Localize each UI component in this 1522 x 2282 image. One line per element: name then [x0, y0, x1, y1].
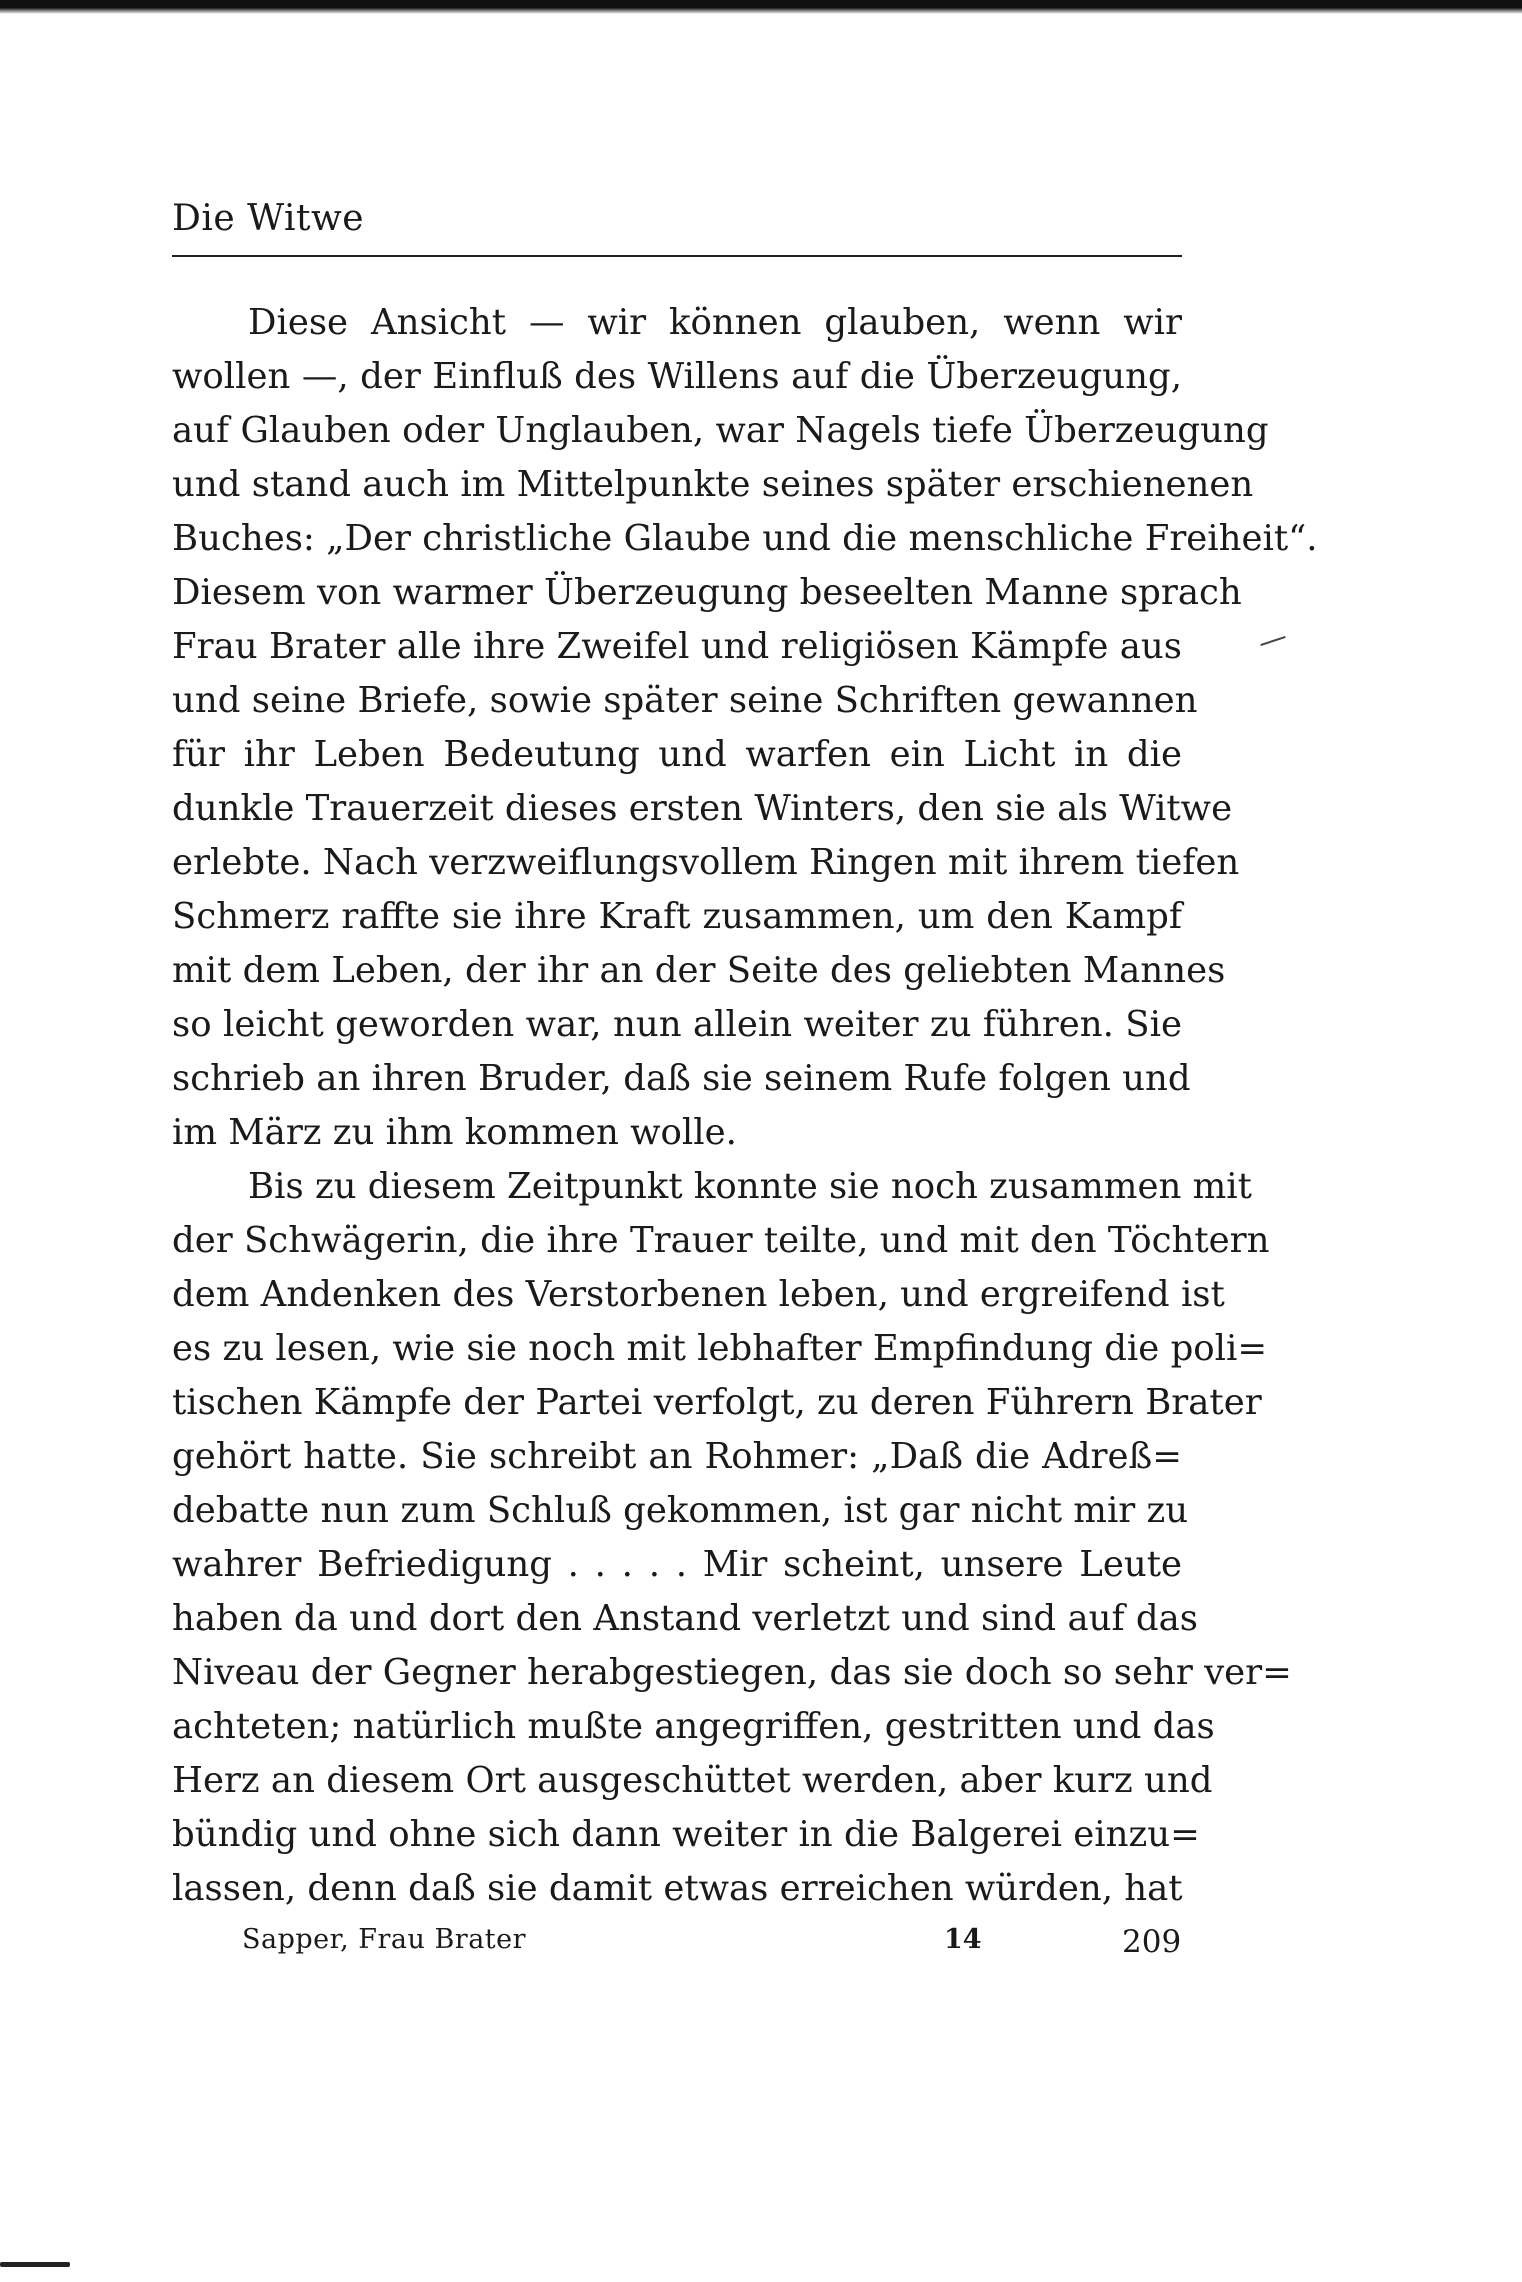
- text-line: lassen, denn daß sie damit etwas erreichen würden, hat: [172, 1868, 1183, 1909]
- text-line: mit dem Leben, der ihr an der Seite des geliebten Mannes: [172, 950, 1226, 991]
- page-number: 209: [1122, 1924, 1182, 1960]
- text-line: der Schwägerin, die ihre Trauer teilte, und mit den Töchtern: [172, 1220, 1270, 1261]
- scan-edge-top: [0, 0, 1522, 14]
- text-line: Buches: „Der christliche Glaube und die menschliche Freiheit“.: [172, 518, 1318, 559]
- text-line: im März zu ihm kommen wolle.: [172, 1112, 737, 1153]
- text-line: haben da und dort den Anstand verletzt und sind auf das: [172, 1598, 1198, 1639]
- text-line: Schmerz raffte sie ihre Kraft zusammen, um den Kampf: [172, 896, 1182, 937]
- footer-signature-mark: 14: [944, 1924, 982, 1955]
- text-line: und seine Briefe, sowie später seine Schriften gewannen: [172, 680, 1198, 721]
- running-head: Die Witwe: [172, 198, 365, 239]
- text-line: Niveau der Gegner herabgestiegen, das sie doch so sehr ver=: [172, 1652, 1292, 1693]
- text-line: und stand auch im Mittelpunkte seines später erschienenen: [172, 464, 1254, 505]
- body-text: [172, 296, 1318, 1916]
- margin-pencil-mark: [1260, 636, 1285, 646]
- text-line: achteten; natürlich mußte angegriffen, gestritten und das: [172, 1706, 1215, 1747]
- text-line: Frau Brater alle ihre Zweifel und religiösen Kämpfe aus: [172, 626, 1182, 667]
- scan-edge-bottom: [0, 2262, 70, 2267]
- text-line: Herz an diesem Ort ausgeschüttet werden, aber kurz und: [172, 1760, 1213, 1801]
- text-line: erlebte. Nach verzweiflungsvollem Ringen mit ihrem tiefen: [172, 842, 1240, 883]
- text-line: Bis zu diesem Zeitpunkt konnte sie noch zusammen mit: [248, 1166, 1252, 1207]
- text-line: auf Glauben oder Unglauben, war Nagels tiefe Überzeugung: [172, 410, 1269, 451]
- text-line: Diesem von warmer Überzeugung beseelten Manne sprach: [172, 572, 1242, 613]
- text-line: tischen Kämpfe der Partei verfolgt, zu deren Führern Brater: [172, 1382, 1262, 1423]
- text-line: wollen —, der Einfluß des Willens auf die Überzeugung,: [172, 356, 1182, 397]
- text-line: gehört hatte. Sie schreibt an Rohmer: „Daß die Adreß=: [172, 1436, 1182, 1477]
- text-line: dunkle Trauerzeit dieses ersten Winters, den sie als Witwe: [172, 788, 1233, 829]
- text-line: bündig und ohne sich dann weiter in die Balgerei einzu=: [172, 1814, 1200, 1855]
- text-line: debatte nun zum Schluß gekommen, ist gar nicht mir zu: [172, 1490, 1189, 1531]
- text-line: schrieb an ihren Bruder, daß sie seinem Rufe folgen und: [172, 1058, 1191, 1099]
- header-rule: [172, 255, 1182, 257]
- text-line: dem Andenken des Verstorbenen leben, und ergreifend ist: [172, 1274, 1225, 1315]
- text-line: wahrer Befriedigung . . . . . Mir scheint, unsere Leute: [172, 1544, 1182, 1585]
- text-line: für ihr Leben Bedeutung und warfen ein Licht in die: [172, 734, 1182, 775]
- text-line: Diese Ansicht — wir können glauben, wenn wir: [248, 302, 1182, 343]
- text-line: es zu lesen, wie sie noch mit lebhafter Empfindung die poli=: [172, 1328, 1268, 1369]
- footer-author-title: Sapper, Frau Brater: [242, 1924, 527, 1955]
- text-line: so leicht geworden war, nun allein weiter zu führen. Sie: [172, 1004, 1182, 1045]
